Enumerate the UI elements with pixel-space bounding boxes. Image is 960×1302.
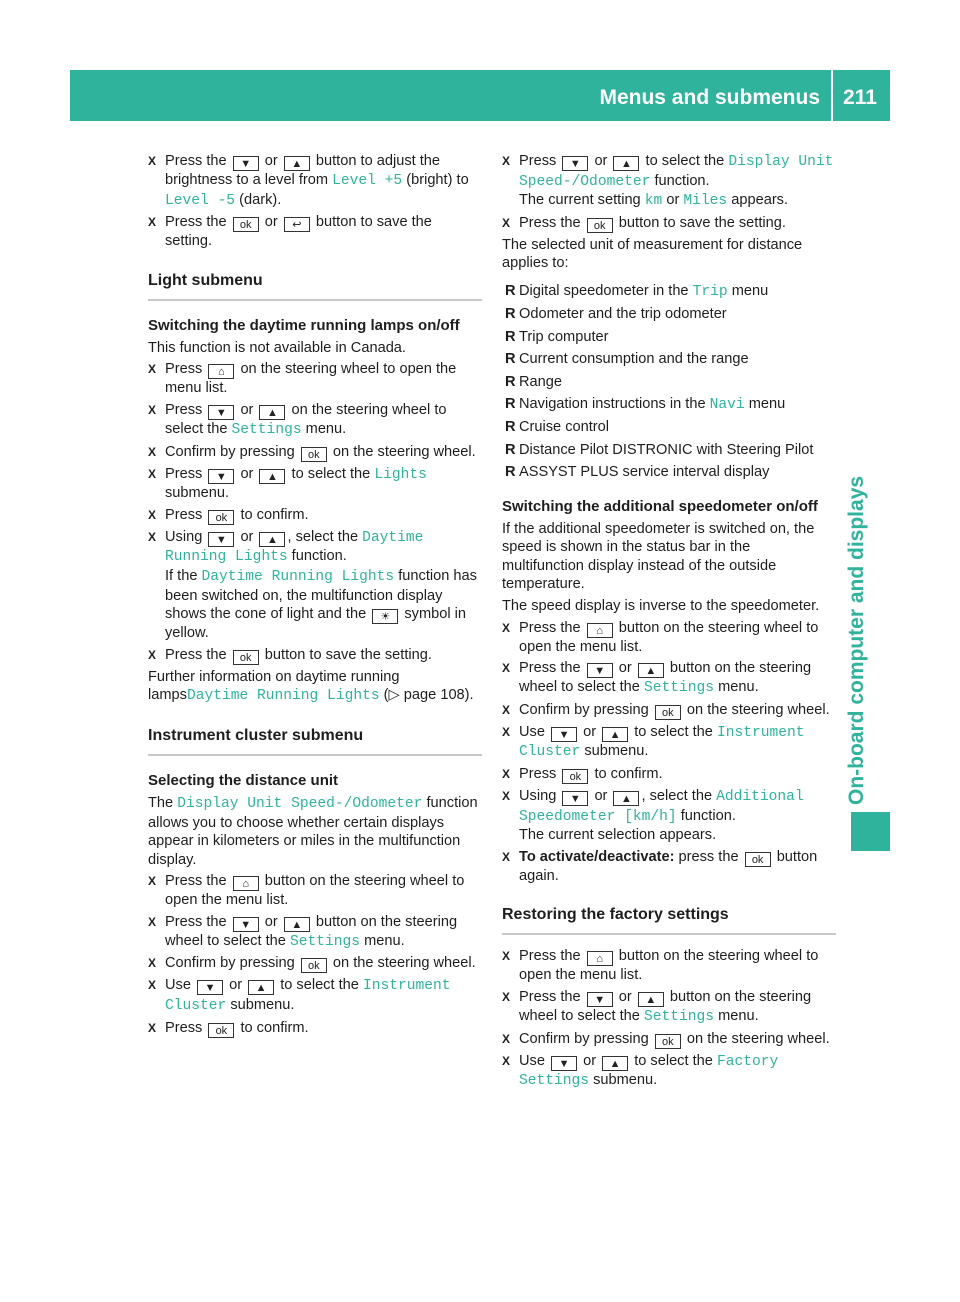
- ok-key-icon: ok: [655, 705, 681, 720]
- down-key-icon: ▼: [208, 405, 234, 420]
- home-key-icon: ⌂: [587, 623, 613, 638]
- step: X Press the ok or ↩ button to save the setting.: [148, 214, 432, 250]
- ok-key-icon: ok: [301, 958, 327, 973]
- step: X Press ok to confirm.: [148, 506, 309, 524]
- up-key-icon: ▲: [602, 727, 628, 742]
- ok-key-icon: ok: [587, 218, 613, 233]
- drl-note: This function is not available in Canada.: [148, 339, 406, 356]
- step: X Press ▼ or ▲ on the steering wheel to select the Settings menu.: [148, 401, 447, 438]
- down-key-icon: ▼: [587, 992, 613, 1007]
- page-section-title: Menus and submenus: [599, 86, 820, 109]
- ok-key-icon: ok: [233, 650, 259, 665]
- step: X Confirm by pressing ok on the steering wheel.: [148, 443, 476, 461]
- down-key-icon: ▼: [233, 917, 259, 932]
- up-key-icon: ▲: [284, 156, 310, 171]
- page-number: 211: [843, 86, 877, 109]
- instrument-cluster-heading: Instrument cluster submenu: [148, 725, 482, 756]
- light-symbol-icon: ☀: [372, 609, 398, 624]
- up-key-icon: ▲: [613, 156, 639, 171]
- step: X Press ▼ or ▲ to select the Lights submenu.: [148, 465, 427, 502]
- step: X Press ok to confirm.: [502, 766, 663, 784]
- up-key-icon: ▲: [284, 917, 310, 932]
- up-key-icon: ▲: [259, 532, 285, 547]
- step: X Using ▼ or ▲ , select the Additional Speedometer [km/h] function. The current selection appears.: [502, 788, 804, 844]
- applies-list: [502, 282, 836, 482]
- up-key-icon: ▲: [602, 1056, 628, 1071]
- header-separator: [831, 70, 833, 121]
- list-item: R Digital speedometer in the Trip menu: [505, 282, 769, 300]
- down-key-icon: ▼: [562, 156, 588, 171]
- right-column: [502, 152, 836, 1094]
- light-submenu-heading: Light submenu: [148, 270, 482, 301]
- step: X Confirm by pressing ok on the steering wheel.: [502, 1030, 830, 1048]
- list-item: R Distance Pilot DISTRONIC with Steering Pilot: [505, 441, 814, 458]
- back-key-icon: ↩: [284, 217, 310, 232]
- step: X Using ▼ or ▲ , select the Daytime Running Lights function. If the Daytime Running Lights function has been switched on, the multifunction display shows the cone of light and the ☀ symbol in yellow.: [148, 528, 477, 642]
- list-item: R Range: [505, 373, 563, 390]
- step: X To activate/deactivate: press the ok button again.: [502, 848, 818, 884]
- down-key-icon: ▼: [208, 469, 234, 484]
- drl-heading: Switching the daytime running lamps on/off: [148, 316, 460, 334]
- further-info: Further information on daytime running lampsDaytime Running Lights (▷ page 108).: [148, 668, 474, 705]
- up-key-icon: ▲: [638, 992, 664, 1007]
- step: X Press ▼ or ▲ to select the Display Unit Speed-/Odometer function. The current setting km or Miles appears.: [502, 153, 834, 210]
- speed-display-para: The speed display is inverse to the speedometer.: [502, 598, 820, 615]
- down-key-icon: ▼: [562, 791, 588, 806]
- home-key-icon: ⌂: [208, 364, 234, 379]
- ok-key-icon: ok: [233, 217, 259, 232]
- ok-key-icon: ok: [208, 1023, 234, 1038]
- additional-speedometer-para: If the additional speedometer is switched on, the speed is shown in the status bar in the multifunction display instead of the outside temperature.: [502, 520, 815, 593]
- step: X Use ▼ or ▲ to select the Instrument Cluster submenu.: [502, 723, 805, 761]
- step: X Press ok to confirm.: [148, 1019, 309, 1037]
- list-item: R Current consumption and the range: [505, 351, 749, 368]
- list-item: R Cruise control: [505, 419, 610, 436]
- chapter-marker-block: [851, 812, 890, 851]
- applies-text: The selected unit of measurement for distance applies to:: [502, 236, 803, 272]
- step: X Confirm by pressing ok on the steering wheel.: [148, 955, 476, 973]
- ok-key-icon: ok: [562, 769, 588, 784]
- step: X Press the ▼ or ▲ button on the steering wheel to select the Settings menu.: [502, 660, 812, 697]
- step: X Use ▼ or ▲ to select the Factory Settings submenu.: [502, 1052, 779, 1090]
- step: X Press the ok button to save the setting.: [148, 646, 432, 664]
- list-item: R Odometer and the trip odometer: [505, 306, 727, 323]
- home-key-icon: ⌂: [233, 876, 259, 891]
- down-key-icon: ▼: [208, 532, 234, 547]
- step: X Confirm by pressing ok on the steering wheel.: [502, 701, 830, 719]
- down-key-icon: ▼: [587, 663, 613, 678]
- list-item: R ASSYST PLUS service interval display: [505, 464, 770, 481]
- step: X Press the ▼ or ▲ button to adjust the brightness to a level from Level +5 (bright) to Level -5 (dark).: [148, 153, 469, 209]
- step: X Press the ⌂ button on the steering wheel to open the menu list.: [502, 619, 819, 655]
- up-key-icon: ▲: [613, 791, 639, 806]
- up-key-icon: ▲: [248, 980, 274, 995]
- step: X Press the ok button to save the setting.: [502, 214, 786, 232]
- step: X Press the ▼ or ▲ button on the steering wheel to select the Settings menu.: [148, 913, 458, 950]
- step: X Press the ⌂ button on the steering wheel to open the menu list.: [148, 873, 465, 909]
- list-item: R Navigation instructions in the Navi menu: [505, 395, 786, 413]
- down-key-icon: ▼: [551, 1056, 577, 1071]
- step: X Press ⌂ on the steering wheel to open the menu list.: [148, 361, 457, 397]
- up-key-icon: ▲: [259, 469, 285, 484]
- ok-key-icon: ok: [745, 852, 771, 867]
- distance-unit-heading: Selecting the distance unit: [148, 771, 339, 789]
- home-key-icon: ⌂: [587, 951, 613, 966]
- ok-key-icon: ok: [655, 1034, 681, 1049]
- distance-unit-para: The Display Unit Speed-/Odometer function allows you to choose whether certain displays appear in kilometers or miles in the multifunction display.: [148, 794, 478, 868]
- additional-speedometer-heading: Switching the additional speedometer on/off: [502, 497, 818, 515]
- step: X Use ▼ or ▲ to select the Instrument Cluster submenu.: [148, 977, 451, 1015]
- down-key-icon: ▼: [197, 980, 223, 995]
- left-column: [148, 152, 482, 1041]
- ok-key-icon: ok: [208, 510, 234, 525]
- down-key-icon: ▼: [551, 727, 577, 742]
- step: X Press the ⌂ button on the steering wheel to open the menu list.: [502, 948, 819, 984]
- up-key-icon: ▲: [638, 663, 664, 678]
- factory-settings-heading: Restoring the factory settings: [502, 904, 836, 935]
- step: X Press the ▼ or ▲ button on the steering wheel to select the Settings menu.: [502, 989, 812, 1025]
- chapter-side-tab: On-board computer and displays: [845, 475, 868, 805]
- up-key-icon: ▲: [259, 405, 285, 420]
- ok-key-icon: ok: [301, 447, 327, 462]
- list-item: R Trip computer: [505, 328, 609, 345]
- down-key-icon: ▼: [233, 156, 259, 171]
